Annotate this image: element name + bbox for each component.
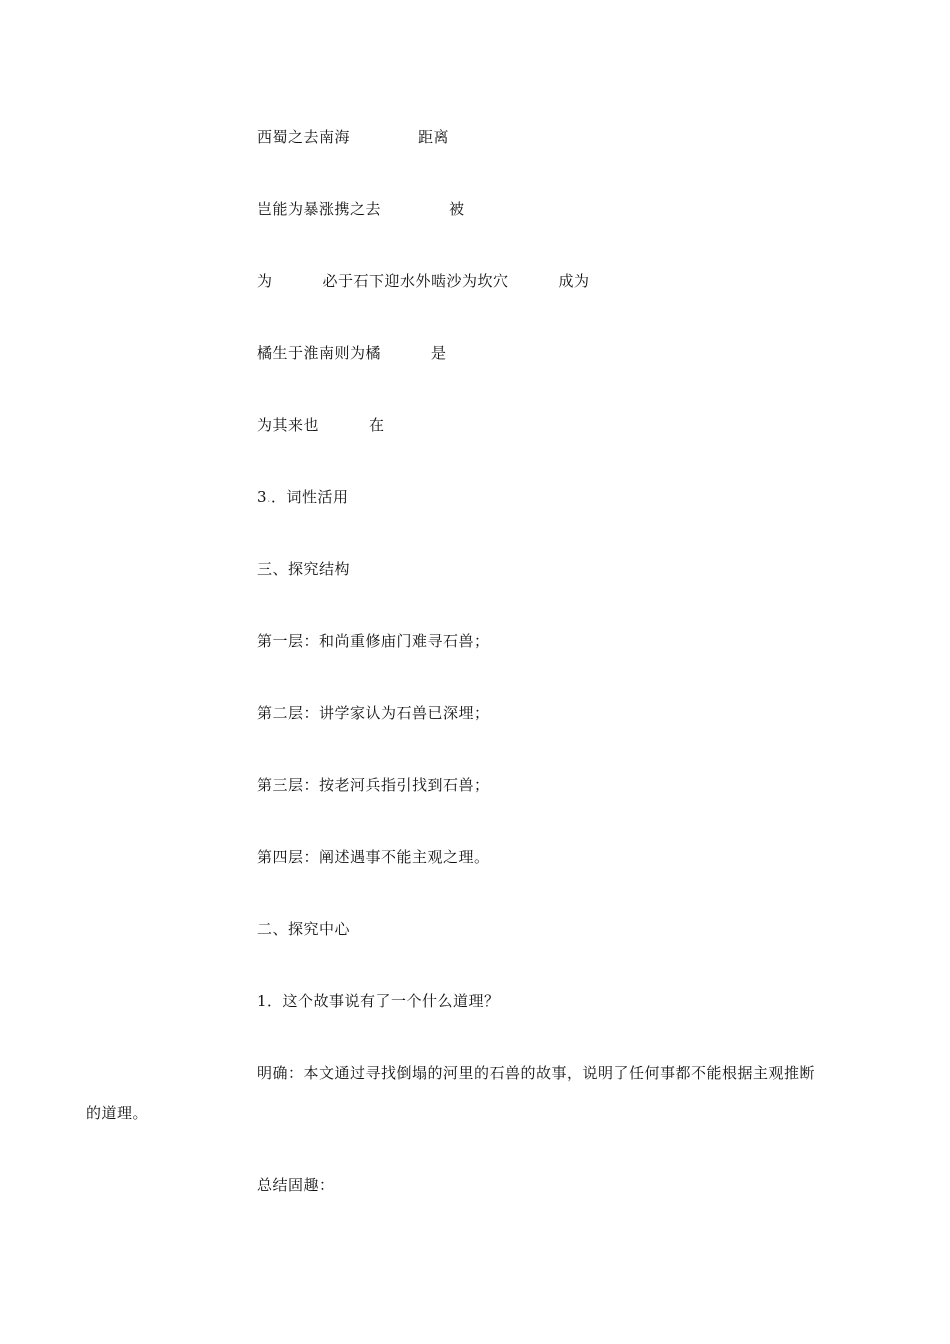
vocab-phrase: 西蜀之去南海	[257, 128, 351, 146]
vocab-line-4	[257, 343, 447, 363]
vocab-gloss: 成为	[558, 272, 590, 290]
summary-heading: 总结固趣：	[257, 1176, 335, 1194]
structure-layer-4: 第四层：阐述遇事不能主观之理。	[257, 848, 490, 866]
vocab-phrase: 岂能为暴涨携之去	[257, 200, 382, 218]
list-number: 3	[257, 488, 268, 506]
vocab-line-2	[257, 199, 465, 219]
structure-layer-3: 第三层：按老河兵指引找到石兽；	[257, 776, 490, 794]
vocab-gloss: 在	[369, 416, 385, 434]
vocab-phrase: 为其来也	[257, 416, 320, 434]
structure-layer-2: 第二层：讲学家认为石兽已深埋；	[257, 704, 490, 722]
section-heading-center: 二、探究中心	[257, 920, 351, 938]
vocab-line-1	[257, 127, 449, 147]
vocab-gloss: 被	[449, 200, 465, 218]
answer-line-1: 明确：本文通过寻找倒塌的河里的石兽的故事，说明了任何事都不能根据主观推断	[257, 1064, 816, 1082]
vocab-word: 为	[257, 272, 273, 290]
question-1: 1．这个故事说有了一个什么道理？	[257, 992, 500, 1010]
section-heading-3	[257, 487, 349, 509]
answer-line-2: 的道理。	[86, 1104, 149, 1122]
vocab-gloss: 距离	[418, 128, 450, 146]
vocab-line-5	[257, 415, 385, 435]
vocab-gloss: 是	[431, 344, 447, 362]
structure-layer-1: 第一层：和尚重修庙门难寻石兽；	[257, 632, 490, 650]
vocab-line-3	[257, 271, 590, 291]
vocab-phrase: 必于石下迎水外啮沙为坎穴	[322, 272, 509, 290]
list-number-dot: .	[267, 492, 272, 505]
vocab-phrase: 橘生于淮南则为橘	[257, 344, 382, 362]
section-heading-text: ．词性活用	[271, 488, 349, 506]
section-heading-structure: 三、探究结构	[257, 560, 351, 578]
